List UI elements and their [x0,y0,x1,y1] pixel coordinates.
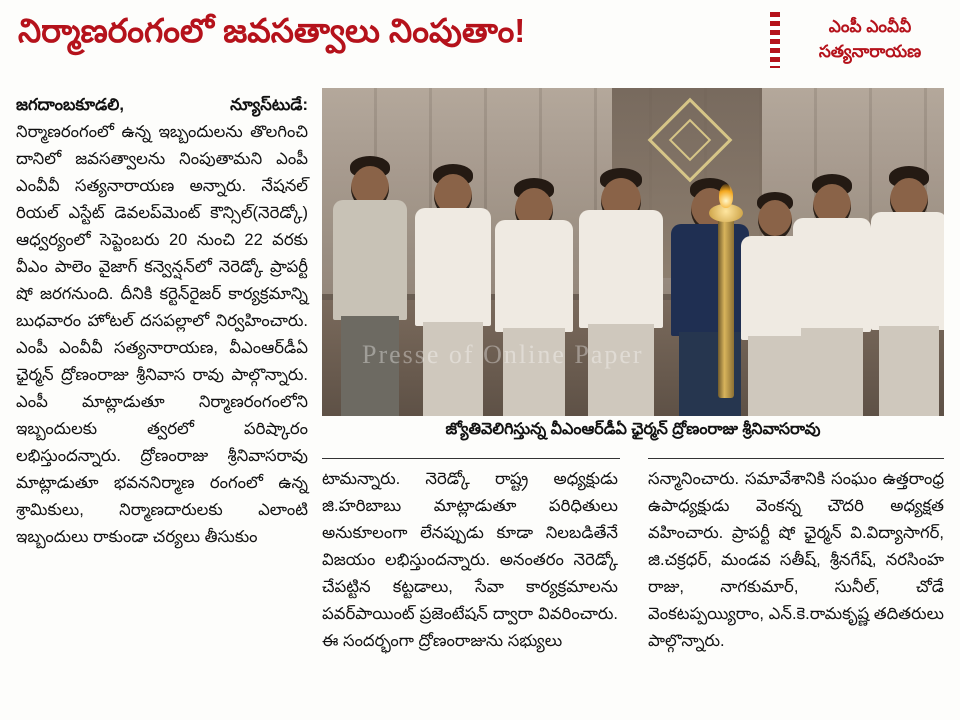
person [792,154,872,416]
byline-line-1: ఎంపీ ఎంవీవీ [828,17,912,36]
headline-divider-rule [770,12,780,68]
article-body-1: నిర్మాణరంగంలో ఉన్న ఇబ్బందులను తొలగించి దానిలో జవసత్వాలను నింపుతామని ఎంపీ ఎంవీవీ సత్యనారాయణ అన్నారు. నేషనల్ రియల్ ఎస్టేట్ డెవలప్‌మెంట్ కౌన్సిల్(నెరెడ్కో) ఆధ్వర్యంలో సెప్టెంబరు 20 నుంచి 22 వరకు వీఎం పాలెం వైజాగ్ కన్వెన్షన్‌లో నెరెడ్కో ప్రాపర్టీ షో జరగనుంది. దీనికి కర్టెన్‌రైజర్ కార్యక్రమాన్ని బుధవారం హోటల్ దసపల్లాలో నిర్వహించారు. ఎంపీ ఎంవీవీ సత్యనారాయణ, వీఎంఆర్‌డీఏ ఛైర్మన్ ద్రోణంరాజు శ్రీనివాస రావు పాల్గొన్నారు. ఎంపీ మాట్లాడుతూ నిర్మాణరంగంలోని ఇబ్బందులకు త్వరలో పరిష్కారం లభిస్తుందన్నారు. ద్రోణంరాజు శ్రీనివాసరావు మాట్లాడుతూ భవననిర్మాణ రంగంలో ఉన్న శ్రామికులు, నిర్మాణదారులకు ఎలాంటి ఇబ్బందులు రాకుండా చర్యలు తీసుకుం [16,123,308,546]
article-column-3: సన్మానించారు. సమావేశానికి సంఘం ఉత్తరాంధ్ర ఉపాధ్యక్షుడు వెంకన్న చౌదరి అధ్యక్షత వహించారు. ప్రాపర్టీ షో ఛైర్మన్ వి.విద్యాసాగర్, జి.చక్రధర్, మండవ సతీష్, శ్రీనగేష్, నరసింహ రాజు, నాగకుమార్, సునీల్, చోడే వెంకటప్పయ్యిరాం, ఎన్.కె.రామకృష్ణ తదితరులు పాల్గొన్నారు. [648,470,944,650]
article-photo [322,88,944,416]
person [332,136,408,416]
byline [790,14,950,64]
photo-caption: జ్యోతివెలిగిస్తున్న వీఎంఆర్‌డీఏ ఛైర్మన్ ద్రోణంరాజు శ్రీనివాసరావు [445,421,821,438]
flame-icon [719,184,733,208]
ceremonial-lamp-icon [718,218,734,398]
photo-image [322,88,944,416]
dateline: జగదాంబకూడలి, [16,96,124,114]
photo-watermark: Presse of Online Paper [362,340,644,369]
person [414,144,492,416]
article-column-2: టామన్నారు. నెరెడ్కో రాష్ట్ర అధ్యక్షుడు జి.హరిబాబు మాట్లాడుతూ పరిధితులు అనుకూలంగా లేనప్పుడు కూడా నిలబడితేనే విజయం లభిస్తుందన్నారు. అనంతరం నెరెడ్కో చేపట్టిన కట్టడాలు, సేవా కార్యక్రమాలను పవర్‌పాయింట్ ప్రజెంటేషన్ ద్వారా వివరించారు. ఈ సందర్భంగా ద్రోణంరాజును సభ్యులు [322,470,618,650]
byline-line-2: సత్యనారాయణ [818,42,922,61]
person-chief-guest [670,158,750,416]
person [870,146,944,416]
headline-band [0,0,960,78]
article-column-1 [16,92,308,551]
person [578,148,664,416]
source-label: న్యూస్‌టుడే: [230,96,309,114]
person [494,158,574,416]
column-rule [322,458,620,459]
column-rule [648,458,944,459]
page-title: నిర్మాణరంగంలో జవసత్వాలు నింపుతాం! [18,12,526,49]
